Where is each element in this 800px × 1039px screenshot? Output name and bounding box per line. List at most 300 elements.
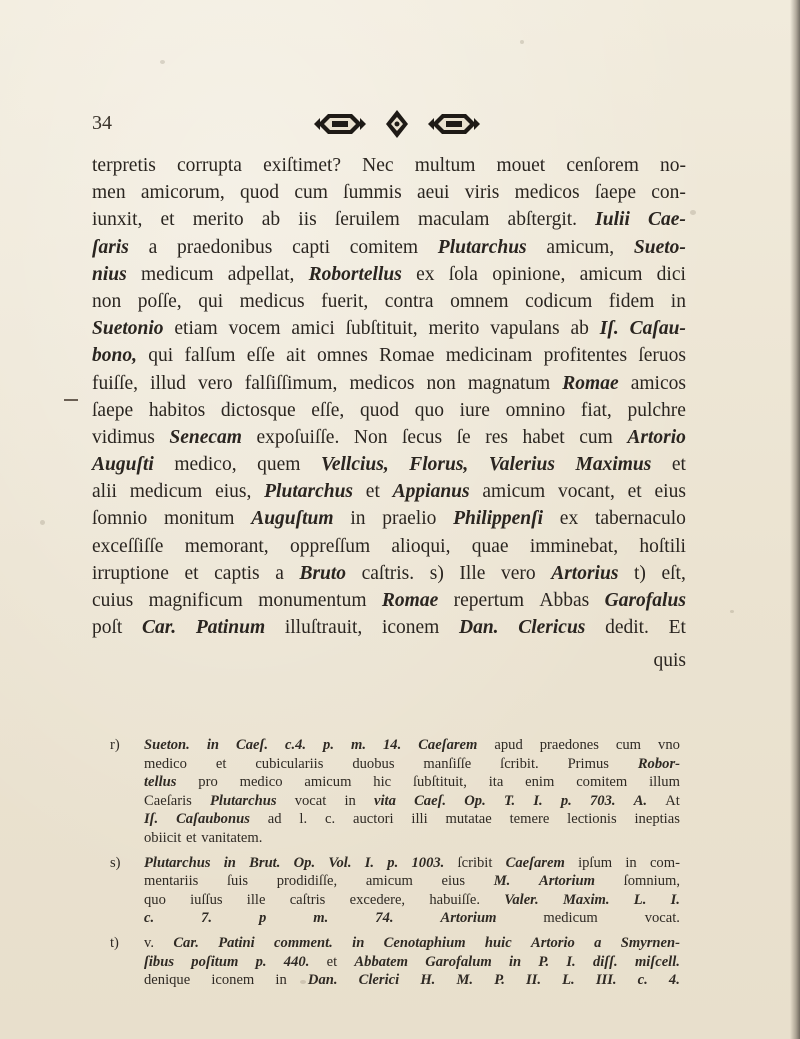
word: 7. bbox=[201, 910, 213, 927]
word: Plutarchus bbox=[210, 792, 277, 809]
word: Non bbox=[353, 426, 388, 448]
word: ſeruilem bbox=[334, 209, 400, 231]
word: quod bbox=[360, 399, 399, 421]
word: hoſtili bbox=[639, 535, 686, 557]
footnote-line bbox=[110, 872, 680, 891]
word: a bbox=[275, 562, 284, 584]
word: merito bbox=[428, 318, 480, 340]
word: temere bbox=[509, 811, 550, 828]
word: capti bbox=[292, 236, 331, 258]
word: alioqui, bbox=[391, 535, 451, 557]
word: ſe bbox=[456, 426, 471, 448]
word: res bbox=[485, 426, 508, 448]
word: in bbox=[275, 972, 287, 989]
word: P. bbox=[538, 953, 550, 970]
word: Romae bbox=[381, 590, 439, 611]
word: Abbas bbox=[539, 590, 590, 611]
word: cum bbox=[294, 182, 328, 204]
word: Op. bbox=[464, 792, 486, 809]
word: Artorium bbox=[440, 910, 497, 927]
word: omnes bbox=[316, 345, 368, 367]
word: L. bbox=[562, 972, 575, 989]
word: fiat, bbox=[580, 399, 612, 421]
word: ſuis bbox=[226, 873, 249, 890]
word: duobus bbox=[352, 755, 395, 772]
footnote-line bbox=[110, 953, 680, 972]
word: auctori bbox=[353, 811, 394, 828]
word: merito bbox=[192, 209, 244, 231]
word: p. bbox=[560, 792, 572, 809]
word: nius bbox=[92, 263, 127, 285]
word: iconem bbox=[211, 972, 255, 989]
word: illuſtrauit, bbox=[284, 617, 363, 639]
word: p. bbox=[387, 854, 399, 871]
word: eius bbox=[654, 481, 686, 503]
word: Clericus bbox=[518, 617, 586, 639]
word: non bbox=[426, 372, 456, 394]
word: magnatum bbox=[467, 372, 551, 394]
word: medicos bbox=[349, 372, 415, 394]
word: comitem bbox=[349, 236, 419, 258]
word: caſtris. bbox=[361, 562, 415, 584]
word: Cenotaphium bbox=[383, 934, 466, 951]
word: fuiſſe, bbox=[92, 372, 139, 394]
word: qui bbox=[198, 290, 224, 312]
word: et bbox=[671, 454, 686, 476]
text-line bbox=[92, 152, 686, 179]
word: magnificum bbox=[148, 590, 243, 611]
word: dici bbox=[656, 263, 686, 285]
word: 14. bbox=[382, 737, 402, 753]
word: con- bbox=[651, 182, 686, 204]
word: amici bbox=[291, 318, 335, 340]
word: m. bbox=[313, 910, 329, 927]
word: in bbox=[352, 934, 365, 951]
word: expoſuiſſe. bbox=[256, 426, 340, 448]
word: Plutarchus bbox=[264, 481, 354, 503]
word: manſiſſe bbox=[423, 755, 472, 772]
word: praedonibus bbox=[177, 236, 273, 258]
word: I. bbox=[533, 792, 543, 809]
word: Smyrnen- bbox=[620, 934, 680, 951]
word: poſt bbox=[92, 617, 123, 639]
word: etiam bbox=[174, 318, 218, 340]
word: amicos bbox=[630, 372, 686, 394]
word: no- bbox=[659, 155, 686, 176]
word: iconem bbox=[381, 617, 440, 639]
word: in bbox=[350, 508, 366, 530]
word: poſitum bbox=[191, 953, 239, 970]
word: a bbox=[148, 236, 158, 258]
word: ait bbox=[286, 345, 306, 367]
word: Caeſarem bbox=[505, 854, 565, 871]
word: qui bbox=[148, 345, 174, 367]
word: praedones bbox=[539, 737, 599, 753]
word: ineptias bbox=[634, 811, 680, 828]
printers-ornament-icon bbox=[312, 108, 482, 140]
footnotes bbox=[110, 736, 680, 996]
main-text bbox=[92, 152, 686, 675]
word: Vol. bbox=[328, 854, 352, 871]
word: m. bbox=[350, 737, 366, 753]
word: Florus, bbox=[409, 454, 469, 476]
word: 74. bbox=[375, 910, 394, 927]
word: 440. bbox=[283, 953, 310, 970]
text-line bbox=[92, 614, 686, 641]
word: iis bbox=[298, 209, 317, 231]
word: amicum bbox=[579, 263, 643, 285]
word: comitem bbox=[576, 774, 628, 791]
word: ſomnio bbox=[92, 508, 148, 530]
word: adpellat, bbox=[227, 263, 295, 285]
word: c.4. bbox=[284, 737, 307, 753]
word: Sueton. bbox=[144, 737, 190, 753]
word: ſomnium, bbox=[623, 873, 680, 890]
word: cum bbox=[615, 737, 642, 753]
word: ſcribit. bbox=[500, 755, 539, 772]
word: Caſau- bbox=[629, 318, 686, 340]
footnote-line bbox=[110, 934, 680, 953]
word: obiicit bbox=[144, 829, 182, 846]
word: maculam bbox=[417, 209, 490, 231]
word: in bbox=[206, 737, 219, 753]
word: com- bbox=[649, 854, 680, 871]
word: c. bbox=[144, 910, 155, 927]
word: enim bbox=[525, 774, 555, 791]
word: in bbox=[344, 792, 356, 809]
word: ſaris bbox=[92, 236, 129, 258]
word: Suetonio bbox=[92, 318, 164, 340]
footnote-marker: r) bbox=[110, 737, 120, 753]
word: et bbox=[326, 953, 338, 970]
word: imminebat, bbox=[529, 535, 619, 557]
word: At bbox=[665, 792, 680, 809]
word: captis bbox=[214, 562, 260, 584]
word: eſt, bbox=[661, 562, 686, 584]
word: medico bbox=[144, 755, 187, 772]
word: quod bbox=[240, 182, 280, 204]
word: men bbox=[92, 182, 126, 204]
word: Plutarchus bbox=[437, 236, 527, 258]
word: apud bbox=[494, 737, 523, 753]
word: habitos bbox=[148, 399, 206, 421]
word: eſſe bbox=[246, 345, 275, 367]
word: et bbox=[365, 481, 380, 503]
word: praelio bbox=[382, 508, 437, 530]
word: 4. bbox=[668, 972, 680, 989]
footnote bbox=[110, 854, 680, 928]
word: codicum bbox=[525, 290, 593, 312]
word: M. bbox=[493, 873, 511, 890]
word: c. bbox=[637, 972, 648, 989]
word: ipſum bbox=[578, 854, 613, 871]
word: Artorium bbox=[539, 873, 595, 890]
word: Romae bbox=[562, 372, 619, 394]
word: Patini bbox=[218, 934, 255, 951]
word: excedere, bbox=[349, 891, 406, 908]
word: monitum bbox=[164, 508, 235, 530]
word: Clerici bbox=[358, 972, 400, 989]
text-line bbox=[92, 315, 686, 342]
word: vocat. bbox=[644, 910, 680, 927]
word: ad bbox=[267, 811, 282, 828]
word: Maxim. bbox=[562, 891, 610, 908]
word: et bbox=[215, 755, 227, 772]
word: vero bbox=[197, 372, 233, 394]
word: Caeſaris bbox=[144, 792, 192, 809]
word: Plutarchus bbox=[144, 854, 211, 871]
word: Car. bbox=[142, 617, 177, 639]
word: contra bbox=[384, 290, 434, 312]
word: illi bbox=[411, 811, 428, 828]
word: iuſſus bbox=[190, 891, 223, 908]
word: l. bbox=[299, 811, 308, 828]
word: eius, bbox=[215, 481, 252, 503]
word: pro bbox=[198, 774, 218, 791]
word: Op. bbox=[293, 854, 316, 871]
word: falſum bbox=[184, 345, 236, 367]
text-line bbox=[92, 397, 686, 424]
word: ex bbox=[416, 263, 435, 285]
word: ille bbox=[246, 891, 266, 908]
word: t) bbox=[633, 562, 646, 584]
word: in bbox=[625, 854, 637, 871]
word: M. bbox=[456, 972, 474, 989]
word: Dan. bbox=[459, 617, 499, 639]
word: monumentum bbox=[258, 590, 367, 611]
text-line bbox=[92, 288, 686, 315]
footnote-line bbox=[110, 854, 680, 873]
book-gutter-shadow bbox=[790, 0, 800, 1039]
word: vocant, bbox=[558, 481, 615, 503]
word: illum bbox=[649, 774, 680, 791]
word: vita bbox=[374, 792, 396, 809]
word: p. bbox=[323, 737, 334, 753]
word: medicinam bbox=[445, 345, 533, 367]
word: A. bbox=[633, 792, 648, 809]
word: terpretis bbox=[92, 155, 156, 176]
word: vno bbox=[658, 737, 680, 753]
word: c. bbox=[325, 811, 336, 828]
footnote-line bbox=[110, 773, 680, 792]
word: in bbox=[670, 290, 686, 312]
word: Iſ. bbox=[599, 318, 619, 340]
word: vanitatem. bbox=[201, 829, 263, 846]
word: cum bbox=[579, 426, 613, 448]
word: Valerius bbox=[488, 454, 555, 476]
word: tabernaculo bbox=[594, 508, 686, 530]
footnote-line bbox=[110, 971, 680, 990]
word: medicos bbox=[514, 182, 580, 204]
word: dictosque bbox=[220, 399, 296, 421]
word: cuius bbox=[92, 590, 134, 611]
word: iure bbox=[459, 399, 490, 421]
word: exceſſiſſe bbox=[92, 535, 164, 557]
word: amicum, bbox=[546, 236, 615, 258]
word: ex bbox=[559, 508, 579, 530]
word: II. bbox=[526, 972, 542, 989]
word: Robortellus bbox=[308, 263, 402, 285]
word: quo bbox=[414, 399, 444, 421]
word: Artorio bbox=[531, 934, 575, 951]
word: cenſorem bbox=[566, 155, 639, 176]
word: amicorum, bbox=[140, 182, 225, 204]
word: et bbox=[627, 481, 642, 503]
word: Ille bbox=[459, 562, 486, 584]
word: memorant, bbox=[184, 535, 269, 557]
footnote-line bbox=[110, 810, 680, 829]
word: medicum bbox=[140, 263, 214, 285]
word: multum bbox=[414, 155, 476, 176]
word: H. bbox=[420, 972, 436, 989]
word: non bbox=[92, 290, 122, 312]
word: oppreſſum bbox=[289, 535, 371, 557]
word: 1003. bbox=[411, 854, 445, 871]
word: amicum bbox=[482, 481, 546, 503]
footnote-line bbox=[110, 909, 680, 928]
text-line bbox=[92, 560, 686, 587]
word: Garofalus bbox=[604, 590, 686, 611]
word: L. bbox=[633, 891, 647, 908]
word: I. bbox=[670, 891, 680, 908]
word: Nec bbox=[362, 155, 394, 176]
text-line bbox=[92, 424, 686, 451]
word: I. bbox=[566, 953, 576, 970]
word: ſubſtituit, bbox=[412, 774, 467, 791]
word: exiſtimet? bbox=[263, 155, 342, 176]
catchword bbox=[92, 647, 686, 674]
word: Caeſarem bbox=[418, 737, 478, 753]
word: irruptione bbox=[92, 562, 169, 584]
word: Caſaubonus bbox=[176, 811, 250, 828]
catchword-text: quis bbox=[653, 650, 686, 672]
word: Iſ. bbox=[144, 811, 159, 828]
word: hic bbox=[373, 774, 392, 791]
word: Car. bbox=[173, 934, 199, 951]
word: falſiſſimum, bbox=[244, 372, 338, 394]
word: s) bbox=[429, 562, 444, 584]
word: profitentes bbox=[543, 345, 628, 367]
word: ab bbox=[570, 318, 589, 340]
word: amicum bbox=[304, 774, 352, 791]
page-number: 34 bbox=[92, 112, 112, 134]
word: Brut. bbox=[249, 854, 281, 871]
word: vocem bbox=[228, 318, 281, 340]
word: vocat bbox=[294, 792, 327, 809]
text-line bbox=[92, 206, 686, 233]
footnote-line bbox=[110, 755, 680, 774]
word: Auguſtum bbox=[251, 508, 334, 530]
word: opinione, bbox=[492, 263, 566, 285]
word: ſibus bbox=[144, 953, 175, 970]
footnote-marker: t) bbox=[110, 934, 119, 951]
word: lectionis bbox=[567, 811, 617, 828]
word: fuerit, bbox=[321, 290, 369, 312]
text-line bbox=[92, 370, 686, 397]
word: Abbatem bbox=[354, 953, 408, 970]
word: quo bbox=[144, 891, 166, 908]
word: medicum bbox=[129, 481, 203, 503]
word: viris bbox=[464, 182, 500, 204]
word: Patinum bbox=[195, 617, 266, 639]
word: p bbox=[259, 910, 267, 927]
running-head bbox=[92, 108, 692, 144]
word: miſcell. bbox=[634, 953, 680, 970]
word: Cae- bbox=[647, 209, 686, 231]
word: dedit. bbox=[605, 617, 649, 639]
word: Et bbox=[668, 617, 686, 639]
word: a bbox=[594, 934, 602, 951]
word: alii bbox=[92, 481, 117, 503]
word: bono, bbox=[92, 345, 137, 367]
text-line bbox=[92, 505, 686, 532]
word: III. bbox=[595, 972, 617, 989]
word: mentariis bbox=[144, 873, 199, 890]
text-line bbox=[92, 261, 686, 288]
footnote-line bbox=[110, 891, 680, 910]
word: Caeſ. bbox=[414, 792, 447, 809]
word: Vellcius, bbox=[320, 454, 389, 476]
word: quem bbox=[257, 454, 301, 476]
footnote bbox=[110, 736, 680, 848]
word: repertum bbox=[453, 590, 525, 611]
word: ſcribit bbox=[457, 854, 493, 871]
word: Iulii bbox=[595, 209, 630, 231]
word: P. bbox=[494, 972, 505, 989]
word: mouet bbox=[496, 155, 546, 176]
word: v. bbox=[144, 934, 154, 951]
word: Philippenſi bbox=[453, 508, 544, 530]
word: Garofalum bbox=[425, 953, 492, 970]
margin-mark bbox=[64, 399, 78, 401]
word: Maximus bbox=[575, 454, 652, 476]
footnote-line bbox=[110, 736, 680, 755]
word: vidimus bbox=[92, 426, 155, 448]
word: in bbox=[223, 854, 236, 871]
word: Valer. bbox=[504, 891, 539, 908]
word: vero bbox=[500, 562, 536, 584]
word: Sueto- bbox=[633, 236, 686, 258]
word: amicum bbox=[365, 873, 413, 890]
word: mutatae bbox=[445, 811, 492, 828]
word: ſecus bbox=[402, 426, 443, 448]
word: tellus bbox=[144, 774, 177, 791]
word: ſummis bbox=[343, 182, 402, 204]
word: eius bbox=[441, 873, 466, 890]
word: huic bbox=[484, 934, 512, 951]
word: vapulans bbox=[490, 318, 560, 340]
text-line bbox=[92, 179, 686, 206]
footnote-marker: s) bbox=[110, 854, 121, 871]
word: ſola bbox=[448, 263, 478, 285]
word: Bruto bbox=[299, 562, 347, 584]
word: medicum bbox=[543, 910, 598, 927]
word: Appianus bbox=[392, 481, 470, 503]
word: diſſ. bbox=[592, 953, 618, 970]
word: denique bbox=[144, 972, 191, 989]
word: omnino bbox=[505, 399, 566, 421]
word: iunxit, bbox=[92, 209, 143, 231]
word: corrupta bbox=[177, 155, 242, 176]
word: in bbox=[508, 953, 522, 970]
footnote-line bbox=[110, 829, 680, 848]
word: eſſe, bbox=[311, 399, 345, 421]
word: Artorio bbox=[627, 426, 686, 448]
word: Robor- bbox=[637, 755, 680, 772]
word: Senecam bbox=[169, 426, 242, 448]
word: et bbox=[160, 209, 175, 231]
word: Auguſti bbox=[92, 454, 154, 476]
